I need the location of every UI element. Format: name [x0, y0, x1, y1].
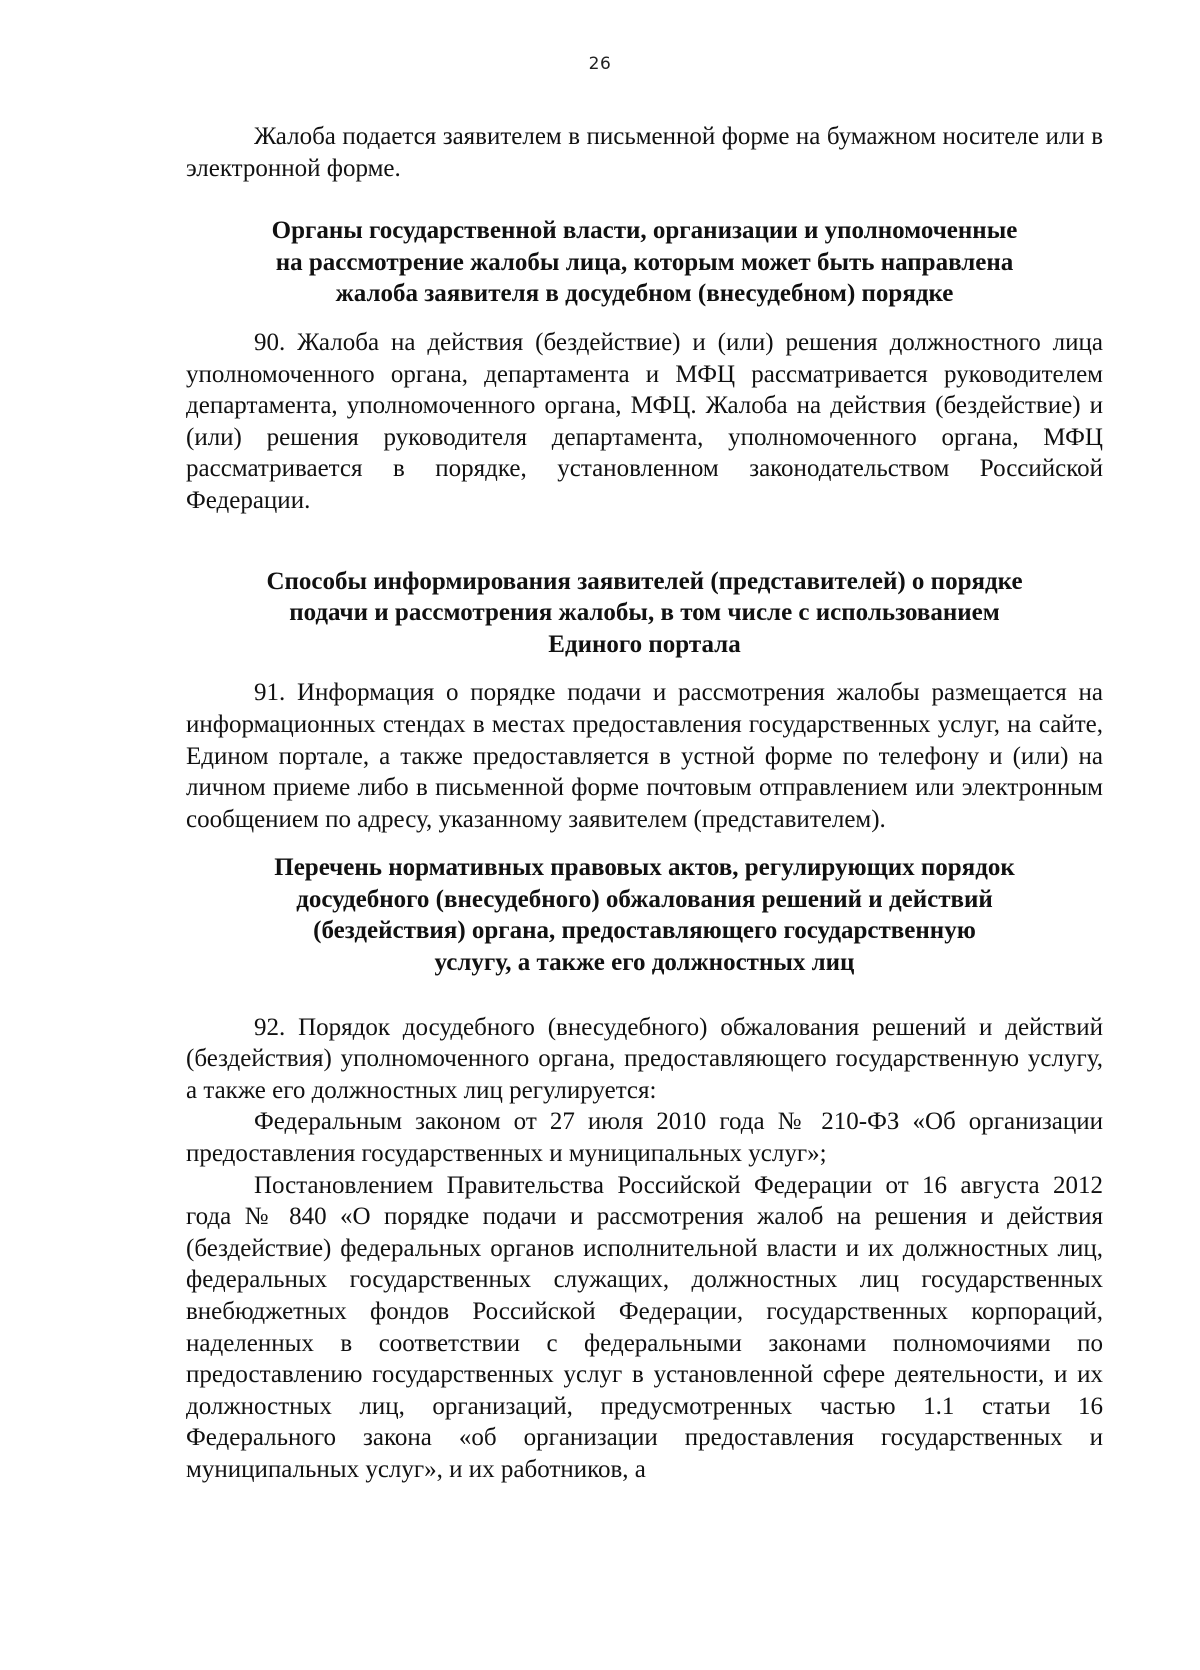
paragraph-law-210: Федеральным законом от 27 июля 2010 года № 210-ФЗ «Об организации предоставления государственных и муниципальных услуг»;: [186, 1108, 1103, 1168]
heading-line: подачи и рассмотрения жалобы, в том числе с использованием: [289, 599, 1000, 627]
heading-line: на рассмотрение жалобы лица, которым может быть направлена: [275, 248, 1014, 276]
document-body: [186, 121, 1103, 1486]
section-heading-organs: [186, 215, 1103, 310]
heading-line: Перечень нормативных правовых актов, регулирующих порядок: [274, 854, 1015, 882]
section-heading-informing: [186, 566, 1103, 661]
paragraph-resolution-840: Постановлением Правительства Российской Федерации от 16 августа 2012 года № 840 «О порядке подачи и рассмотрения жалоб на решения и действия (бездействие) федеральных органов исполнительной власти и их должностных лиц, федеральных государственных служащих, должностных лиц государственных внебюджетных фондов Российской Федерации, государственных корпораций, наделенных в соответствии с федеральными законами полномочиями по предоставлению государственных услуг в установленной сфере деятельности, и их должностных лиц, организаций, предусмотренных частью 1.1 статьи 16 Федерального закона «об организации предоставления государственных и муниципальных услуг», и их работников, а: [186, 1171, 1103, 1483]
heading-line: Способы информирования заявителей (представителей) о порядке: [266, 567, 1023, 595]
heading-line: жалоба заявителя в досудебном (внесудебном) порядке: [335, 280, 954, 308]
heading-line: (бездействия) органа, предоставляющего государственную: [313, 917, 976, 945]
page-number: 26: [588, 54, 612, 74]
section-heading-acts: [186, 852, 1103, 978]
paragraph-intro: Жалоба подается заявителем в письменной форме на бумажном носителе или в электронной форме.: [186, 123, 1103, 182]
heading-line: услугу, а также его должностных лиц: [434, 949, 855, 977]
paragraph-92: 92. Порядок досудебного (внесудебного) обжалования решений и действий (бездействия) уполномоченного органа, предоставляющего государственную услугу, а также его должностных лиц регулируется:: [186, 1013, 1103, 1104]
paragraph-91: 91. Информация о порядке подачи и рассмотрения жалобы размещается на информационных стендах в местах предоставления государственных услуг, на сайте, Едином портале, а также предоставляется в устной форме по телефону и (или) на личном приеме либо в письменной форме почтовым отправлением или электронным сообщением по адресу, указанному заявителем (представителем).: [186, 679, 1103, 833]
heading-line: Органы государственной власти, организации и уполномоченные: [271, 217, 1018, 245]
heading-line: Единого портала: [548, 630, 741, 658]
heading-line: досудебного (внесудебного) обжалования решений и действий: [296, 885, 993, 913]
paragraph-90: 90. Жалоба на действия (бездействие) и (или) решения должностного лица уполномоченного органа, департамента и МФЦ рассматривается руководителем департамента, уполномоченного органа, МФЦ. Жалоба на действия (бездействие) и (или) решения руководителя департамента, уполномоченного органа, МФЦ рассматривается в порядке, установленном законодательством Российской Федерации.: [186, 328, 1103, 514]
